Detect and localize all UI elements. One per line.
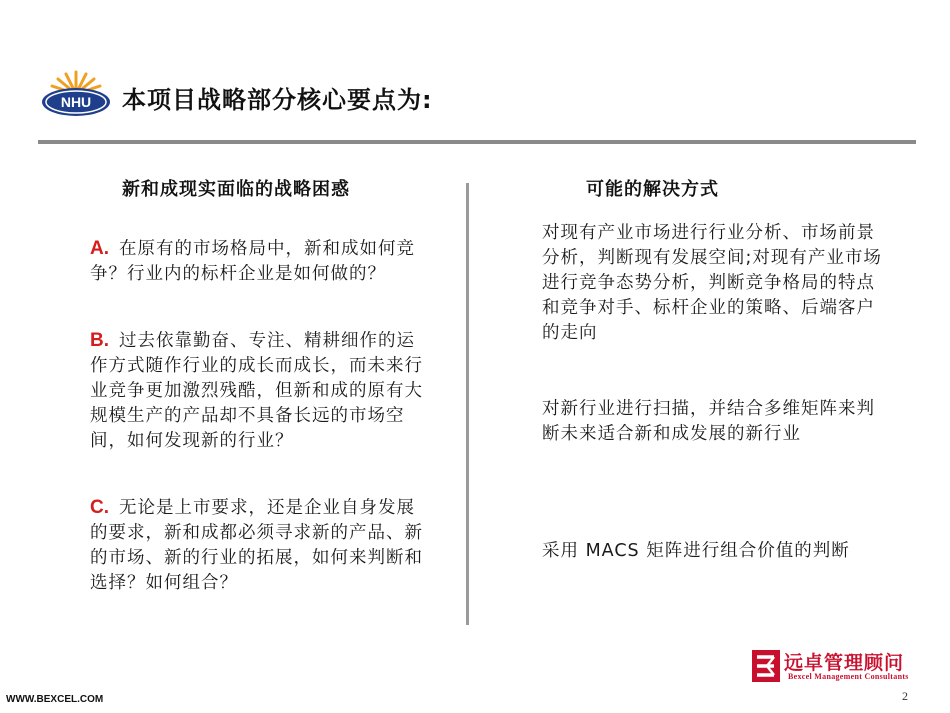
page-title: 本项目战略部分核心要点为: <box>122 86 433 114</box>
item-label: B. <box>90 330 109 351</box>
logo-text: NHU <box>60 94 92 110</box>
solution-item-2: 对新行业进行扫描，并结合多维矩阵来判断未来适合新和成发展的新行业 <box>542 399 875 444</box>
brand-name-en: Bexcel Management Consultants <box>788 672 909 681</box>
header-divider <box>38 140 916 144</box>
item-text: 在原有的市场格局中，新和成如何竞争？行业内的标杆企业是如何做的？ <box>90 239 415 284</box>
item-label: C. <box>90 497 109 518</box>
confusion-item-a <box>90 236 420 287</box>
nhu-logo-icon <box>40 68 112 122</box>
confusion-item-b <box>90 328 430 454</box>
bexcel-logo-icon <box>752 650 780 682</box>
page-number: 2 <box>902 689 908 703</box>
confusion-item-c <box>90 495 430 596</box>
footer-url: WWW.BEXCEL.COM <box>6 694 104 705</box>
solution-item-3: 采用 MACS 矩阵进行组合价值的判断 <box>542 541 850 561</box>
item-text: 无论是上市要求，还是企业自身发展的要求，新和成都必须寻求新的产品、新的市场、新的行业的拓展，如何来判断和选择？如何组合？ <box>90 498 423 593</box>
item-label: A. <box>90 238 109 259</box>
right-column-heading: 可能的解决方式 <box>586 179 719 200</box>
brand-name-cn: 远卓管理顾问 <box>784 652 905 674</box>
item-text: 过去依靠勤奋、专注、精耕细作的运作方式随作行业的成长而成长，而未来行业竞争更加激烈残酷，但新和成的原有大规模生产的产品却不具备长远的市场空间，如何发现新的行业？ <box>90 331 423 451</box>
solution-item-1: 对现有产业市场进行行业分析、市场前景分析，判断现有发展空间;对现有产业市场进行竞争态势分析，判断竞争格局的特点和竞争对手、标杆企业的策略、后端客户的走向 <box>542 223 882 343</box>
left-column-heading: 新和成现实面临的战略困惑 <box>122 179 350 200</box>
column-divider <box>466 183 469 625</box>
